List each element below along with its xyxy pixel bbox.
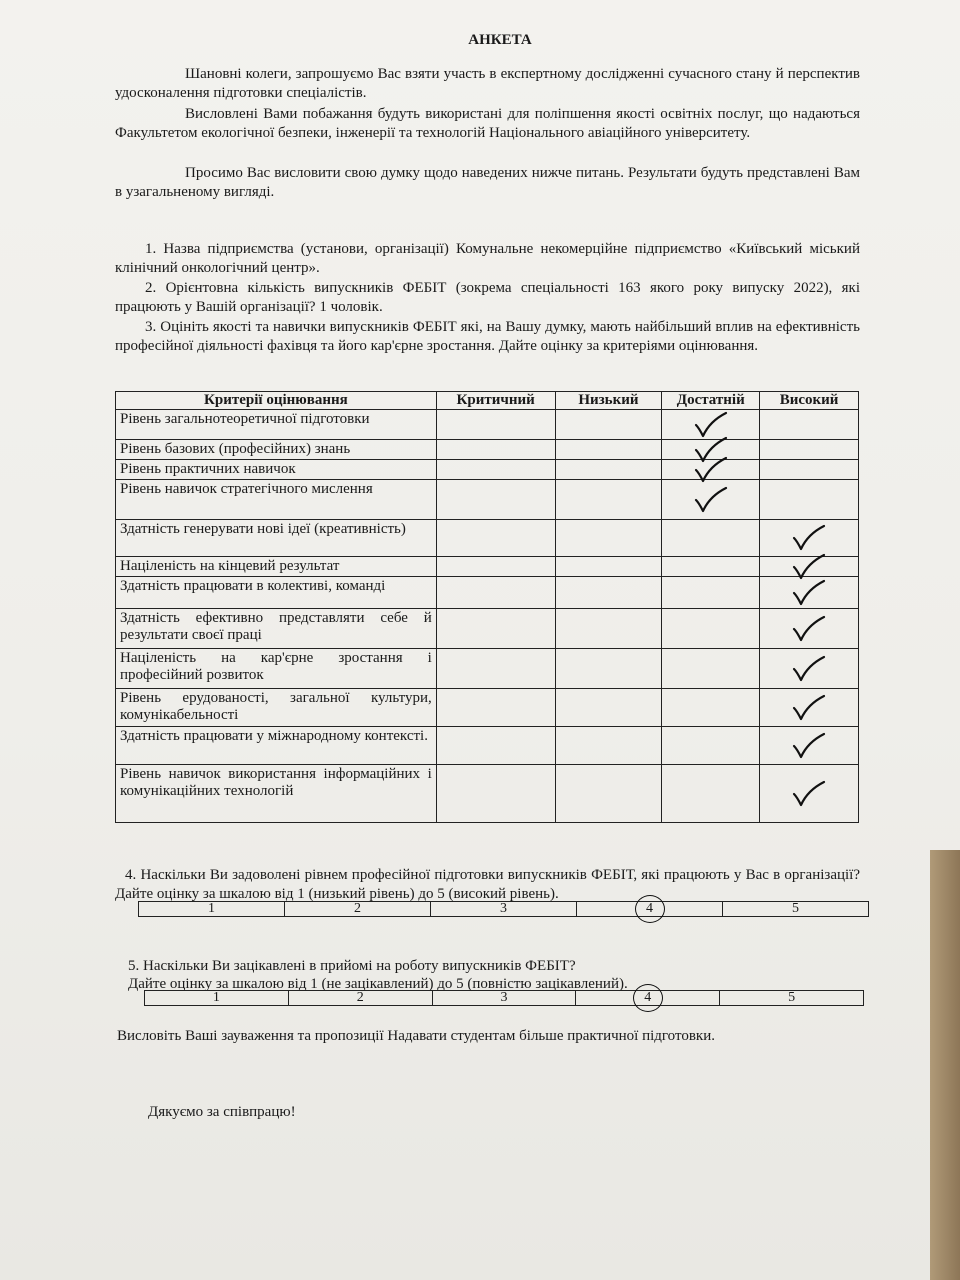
rating-cell [436, 649, 555, 689]
intro-paragraph-3: Просимо Вас висловити свою думку щодо наведених нижче питань. Результати будуть представлені Вам в узагальненому вигляді. [115, 165, 860, 200]
rating-cell [555, 649, 662, 689]
criteria-label: Рівень навичок використання інформаційних і комунікаційних технологій [116, 765, 437, 823]
rating-cell [662, 577, 760, 609]
rating-cell [436, 460, 555, 480]
rating-cell [436, 410, 555, 440]
rating-cell [662, 727, 760, 765]
question-2: 2. Орієнтовна кількість випускників ФЕБІТ (зокрема спеціальності 163 якого року випуску 2022), які працюють у Вашій організації? 1 чоловік. [115, 280, 860, 315]
rating-cell [555, 480, 662, 520]
rating-cell [555, 765, 662, 823]
scale-option: 1 [145, 991, 289, 1006]
question-5-line-1: 5. Наскільки Ви зацікавлені в прийомі на роботу випускників ФЕБІТ? [128, 958, 576, 974]
rating-cell [436, 609, 555, 649]
rating-cell [760, 557, 859, 577]
checkmark-icon [790, 732, 828, 760]
scale-option: 3 [431, 902, 577, 917]
scale-option: 2 [285, 902, 431, 917]
criteria-row [116, 649, 859, 689]
criteria-label: Рівень базових (професійних) знань [116, 440, 437, 460]
rating-cell [555, 557, 662, 577]
rating-cell [760, 460, 859, 480]
checkmark-icon [790, 780, 828, 808]
question-1: 1. Назва підприємства (установи, організації) Комунальне некомерційне підприємство «Київський міський клінічний онкологічний центр». [115, 241, 860, 276]
scale-option: 3 [432, 991, 576, 1006]
rating-cell [760, 577, 859, 609]
criteria-row [116, 727, 859, 765]
rating-cell [760, 520, 859, 557]
scale-option: 5 [720, 991, 864, 1006]
checkmark-icon [790, 694, 828, 722]
criteria-table [115, 391, 859, 823]
checkmark-icon [692, 411, 730, 439]
criteria-label: Націленість на кінцевий результат [116, 557, 437, 577]
header-low: Низький [555, 392, 662, 410]
criteria-row [116, 577, 859, 609]
checkmark-icon [790, 655, 828, 683]
rating-cell [436, 520, 555, 557]
scale-option: 1 [139, 902, 285, 917]
rating-cell [436, 765, 555, 823]
criteria-label: Здатність генерувати нові ідеї (креативність) [116, 520, 437, 557]
criteria-header-row [116, 392, 859, 410]
rating-cell [760, 480, 859, 520]
rating-cell [662, 649, 760, 689]
criteria-row [116, 460, 859, 480]
rating-cell [436, 480, 555, 520]
header-criteria: Критерії оцінювання [116, 392, 437, 410]
scale-option: 4 [576, 991, 720, 1006]
criteria-label: Рівень загальнотеоретичної підготовки [116, 410, 437, 440]
criteria-row [116, 520, 859, 557]
rating-cell [555, 609, 662, 649]
rating-cell [436, 577, 555, 609]
rating-cell [760, 410, 859, 440]
criteria-row [116, 410, 859, 440]
q4-scale [138, 901, 869, 917]
rating-cell [555, 727, 662, 765]
criteria-row [116, 689, 859, 727]
rating-cell [555, 410, 662, 440]
scale-option: 5 [723, 902, 869, 917]
header-sufficient: Достатній [662, 392, 760, 410]
rating-cell [760, 609, 859, 649]
intro-paragraph-1: Шановні колеги, запрошуємо Вас взяти участь в експертному дослідженні сучасного стану й перспектив удосконалення підготовки спеціалістів. [115, 66, 860, 101]
criteria-row [116, 440, 859, 460]
checkmark-icon [790, 579, 828, 607]
criteria-row [116, 557, 859, 577]
rating-cell [555, 440, 662, 460]
rating-cell [662, 689, 760, 727]
question-5-line-2: Дайте оцінку за шкалою від 1 (не зацікавлений) до 5 (повністю зацікавлений). [128, 976, 628, 992]
header-high: Високий [760, 392, 859, 410]
rating-cell [662, 480, 760, 520]
rating-cell [436, 727, 555, 765]
selected-circle-icon [633, 984, 663, 1012]
question-4: 4. Наскільки Ви задоволені рівнем професійної підготовки випускників ФЕБІТ, які працюють у Вас в організації? Дайте оцінку за шкалою від 1 (низький рівень) до 5 (високий рівень). [115, 867, 860, 902]
criteria-row [116, 609, 859, 649]
desk-background [930, 850, 960, 1280]
rating-cell [760, 649, 859, 689]
criteria-label: Рівень ерудованості, загальної культури, комунікабельності [116, 689, 437, 727]
rating-cell [555, 520, 662, 557]
rating-cell [760, 440, 859, 460]
scale-option: 4 [577, 902, 723, 917]
criteria-label: Здатність працювати у міжнародному контексті. [116, 727, 437, 765]
scale-option: 2 [288, 991, 432, 1006]
rating-cell [760, 765, 859, 823]
criteria-row [116, 480, 859, 520]
checkmark-icon [692, 486, 730, 514]
q5-scale [144, 990, 864, 1006]
thanks-text: Дякуємо за співпрацю! [148, 1104, 296, 1120]
criteria-row [116, 765, 859, 823]
rating-cell [436, 689, 555, 727]
checkmark-icon [790, 615, 828, 643]
criteria-label: Здатність працювати в колективі, команді [116, 577, 437, 609]
rating-cell [436, 440, 555, 460]
rating-cell [555, 577, 662, 609]
rating-cell [555, 460, 662, 480]
criteria-label: Здатність ефективно представляти себе й результати своєї праці [116, 609, 437, 649]
rating-cell [662, 557, 760, 577]
criteria-label: Рівень навичок стратегічного мислення [116, 480, 437, 520]
rating-cell [555, 689, 662, 727]
criteria-label: Рівень практичних навичок [116, 460, 437, 480]
rating-cell [662, 765, 760, 823]
checkmark-icon [790, 524, 828, 552]
rating-cell [662, 460, 760, 480]
remarks-text: Висловіть Ваші зауваження та пропозиції Надавати студентам більше практичної підготовки. [117, 1028, 715, 1044]
selected-circle-icon [635, 895, 665, 923]
rating-cell [436, 557, 555, 577]
rating-cell [662, 609, 760, 649]
rating-cell [760, 689, 859, 727]
document-title: АНКЕТА [468, 32, 532, 48]
intro-paragraph-2: Висловлені Вами побажання будуть використані для поліпшення якості освітніх послуг, що надаються Факультетом екологічної безпеки, інженерії та технологій Національного авіаційного університету. [115, 106, 860, 141]
rating-cell [662, 520, 760, 557]
header-critical: Критичний [436, 392, 555, 410]
question-3: 3. Оцініть якості та навички випускників ФЕБІТ які, на Вашу думку, мають найбільший вплив на ефективність професійної діяльності фахівця та його кар'єрне зростання. Дайте оцінку за критеріями оцінювання. [115, 319, 860, 354]
rating-cell [760, 727, 859, 765]
criteria-label: Націленість на кар'єрне зростання і професійний розвиток [116, 649, 437, 689]
